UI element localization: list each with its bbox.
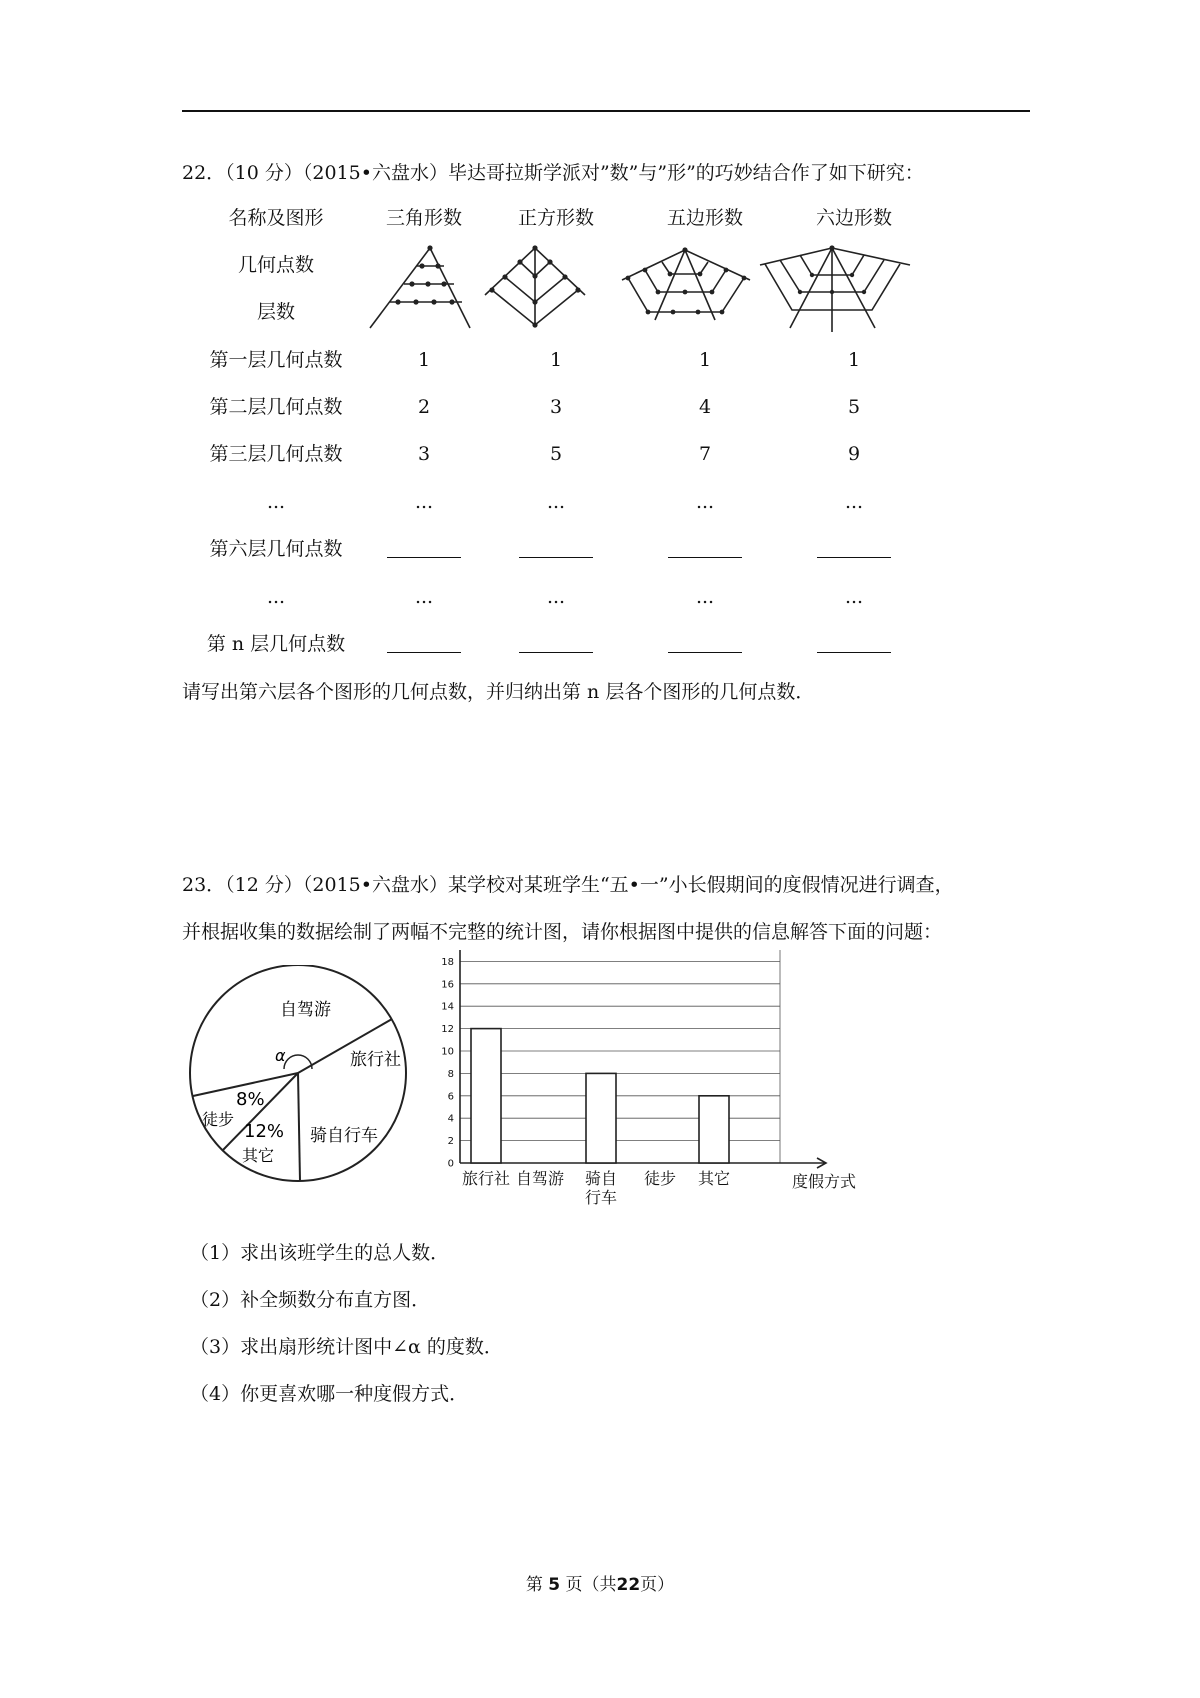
q23-question-1: （1）求出该班学生的总人数． [190,1242,450,1264]
page-footer [0,1570,1200,1595]
y-tick-label: 18 [441,956,454,968]
y-tick-label: 10 [441,1046,454,1058]
header-col: 五边形数 [666,207,744,229]
square-figure [485,248,585,325]
table-cell: ... [546,586,566,608]
row-label-layers: 层数 [256,301,296,323]
x-tick-label: 徒步 [643,1169,677,1188]
bar [586,1073,616,1163]
pie-label-travel-agency: 旅行社 [350,1050,401,1070]
q23-stem-line1: 23．（12 分）（2015•六盘水）某学校对某班学生“五•一”小长假期间的度假情况进行调查， [182,874,954,896]
row-label: 第 n 层几何点数 [206,633,346,655]
table-cell: 7 [698,443,712,465]
answer-blank[interactable] [519,557,593,558]
q22-stem: 22．（10 分）（2015•六盘水）毕达哥拉斯学派对”数”与”形”的巧妙结合作了如下研究： [182,162,924,184]
row-label: ... [266,586,286,608]
y-tick-label: 0 [447,1158,454,1170]
row-label: 第二层几何点数 [209,396,343,418]
table-cell: ... [844,586,864,608]
pie-divider [298,1073,300,1181]
y-tick-label: 16 [441,979,454,991]
answer-blank[interactable] [817,557,891,558]
bar [471,1029,501,1163]
q23-question-4: （4）你更喜欢哪一种度假方式． [190,1383,469,1405]
answer-blank[interactable] [668,557,742,558]
y-tick-label: 12 [441,1024,454,1036]
footer-mid: 页（共 [565,1575,617,1595]
table-cell: 1 [847,349,861,371]
pie-label-pct-walking: 8% [236,1089,265,1110]
table-cell: ... [546,491,566,513]
table-cell: ... [414,586,434,608]
table-cell: 5 [549,443,563,465]
table-cell: 1 [698,349,712,371]
table-cell: ... [695,586,715,608]
y-tick-label: 6 [447,1091,454,1103]
bar [699,1096,729,1163]
answer-blank[interactable] [817,652,891,653]
row-label: 第一层几何点数 [209,349,343,371]
y-tick-label: 2 [447,1136,454,1148]
table-cell: 2 [417,396,431,418]
table-cell: 3 [417,443,431,465]
footer-post: 页） [640,1575,675,1595]
table-cell: ... [844,491,864,513]
header-col: 三角形数 [385,207,463,229]
y-tick-label: 14 [441,1001,454,1013]
table-cell: 1 [549,349,563,371]
table-cell: ... [414,491,434,513]
hexagon-figure [760,248,910,332]
header-col: 六边形数 [815,207,893,229]
y-tick-label: 8 [447,1068,454,1080]
x-tick-label: 骑自 [584,1169,618,1188]
x-tick-label: 自驾游 [515,1169,565,1188]
table-cell: 9 [847,443,861,465]
triangle-figure [370,248,470,328]
footer-pre: 第 [525,1575,543,1595]
pie-label-alpha: α [275,1046,286,1065]
table-cell: 4 [698,396,712,418]
q23-stem-line2: 并根据收集的数据绘制了两幅不完整的统计图，请你根据图中提供的信息解答下面的问题： [182,921,943,943]
pie-label-other: 其它 [242,1146,275,1165]
q22-ask: 请写出第六层各个图形的几何点数，并归纳出第 n 层各个图形的几何点数． [182,681,815,703]
table-cell: 3 [549,396,563,418]
header-col: 正方形数 [517,207,595,229]
table-cell: ... [695,491,715,513]
y-tick-label: 4 [447,1113,454,1125]
pie-label-pct-other: 12% [244,1121,285,1142]
pie-chart [180,965,420,1185]
header-rule [182,110,1030,112]
answer-blank[interactable] [668,652,742,653]
q23-question-3: （3）求出扇形统计图中∠α 的度数． [190,1336,503,1358]
row-label: ... [266,491,286,513]
answer-blank[interactable] [387,557,461,558]
answer-blank[interactable] [519,652,593,653]
bar-chart [410,950,870,1220]
pie-label-walking: 徒步 [202,1110,235,1129]
pie-label-cycling: 骑自行车 [310,1126,378,1146]
x-tick-label: 旅行社 [461,1169,511,1188]
row-label: 第六层几何点数 [209,538,343,560]
x-tick-label: 其它 [697,1169,731,1188]
x-axis-label: 度假方式 [792,1172,857,1191]
x-tick-label: 行车 [584,1188,618,1207]
footer-total-pages: 22 [616,1575,641,1595]
q23-question-2: （2）补全频数分布直方图． [190,1289,431,1311]
pie-label-self-drive: 自驾游 [280,1000,331,1020]
polygon-number-figures [360,240,920,340]
row-label-points: 几何点数 [237,254,315,276]
table-cell: 1 [417,349,431,371]
table-cell: 5 [847,396,861,418]
row-label: 第三层几何点数 [209,443,343,465]
header-name-figure: 名称及图形 [228,207,324,229]
answer-blank[interactable] [387,652,461,653]
footer-page-number: 5 [548,1575,561,1595]
pentagon-figure [622,250,750,320]
